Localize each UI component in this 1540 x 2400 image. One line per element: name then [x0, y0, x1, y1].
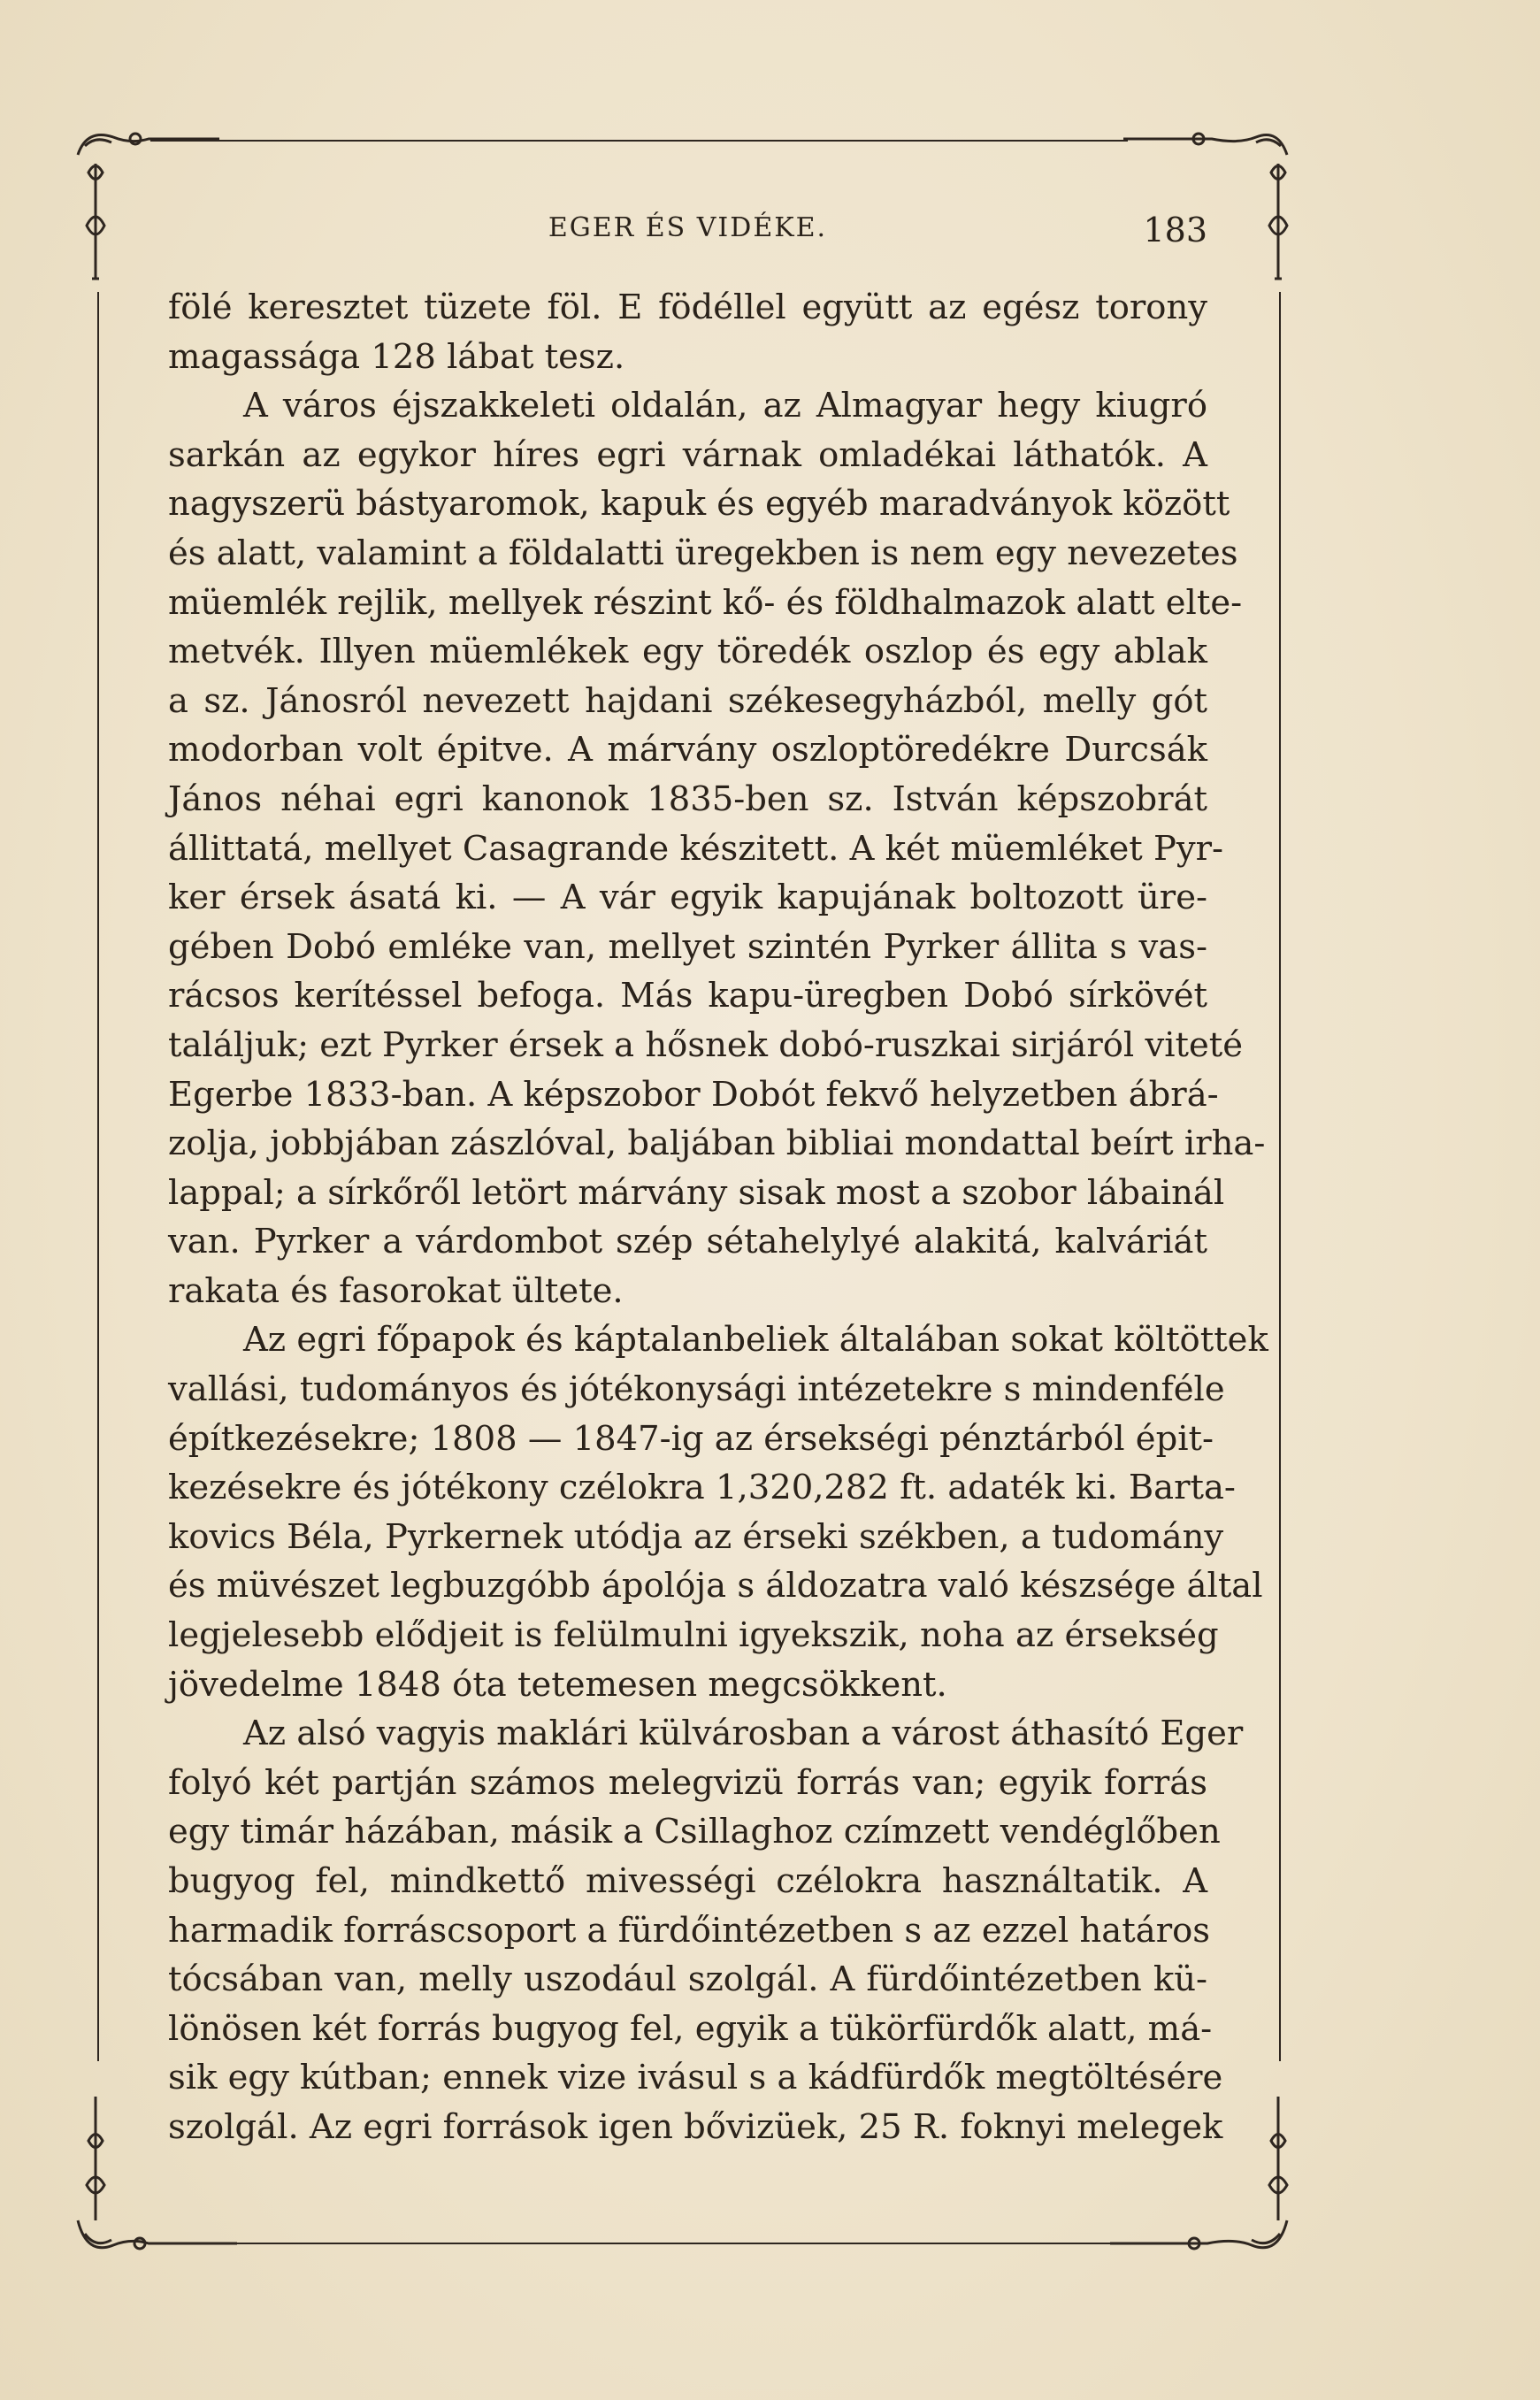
text-line: müemlék rejlik, mellyek részint kő- és földhalmazok alatt elte- — [168, 582, 1243, 623]
text-line: bugyog fel, mindkettő mivességi czélokra használtatik. A — [168, 1861, 1207, 1901]
text-line: szolgál. Az egri források igen bővizüek, 25 R. foknyi melegek — [168, 2106, 1223, 2147]
text-line: építkezésekre; 1808 — 1847-ig az érsekségi pénztárból épit- — [168, 1418, 1214, 1459]
text-line: modorban volt épitve. A márvány oszloptöredékre Durcsák — [168, 730, 1207, 771]
text-line: Egerbe 1833-ban. A képszobor Dobót fekvő helyzetben ábrá- — [168, 1074, 1219, 1115]
text-line: állittatá, mellyet Casagrande készitett. A két müemléket Pyr- — [168, 828, 1224, 869]
text-line: harmadik forráscsoport a fürdőintézetben s az ezzel határos — [168, 1910, 1211, 1951]
text-line: a sz. Jánosról nevezett hajdani székesegyházból, melly gót — [168, 680, 1207, 721]
frame-left-rule — [97, 292, 99, 2061]
text-line: Az alsó vagyis maklári külvárosban a várost áthasító Eger — [243, 1714, 1244, 1754]
text-line: János néhai egri kanonok 1835-ben sz. István képszobrát — [168, 778, 1207, 819]
text-line: ker érsek ásatá ki. — A vár egyik kapujának boltozott üre- — [168, 878, 1207, 918]
frame-right-rule — [1279, 292, 1281, 2061]
text-line: magassága 128 lábat tesz. — [168, 336, 625, 377]
text-line: találjuk; ezt Pyrker érsek a hősnek dobó-ruszkai sirjáról viteté — [168, 1024, 1244, 1065]
text-line: rácsos kerítéssel befoga. Más kapu-üregben Dobó sírkövét — [168, 976, 1207, 1016]
body-text — [168, 283, 1268, 2152]
text-line: zolja, jobbjában zászlóval, baljában bibliai mondattal beírt irha- — [168, 1123, 1266, 1164]
text-line: fölé keresztet tüzete föl. E födéllel együtt az egész torony — [168, 288, 1207, 327]
text-line: lönösen két forrás bugyog fel, egyik a tükörfürdők alatt, má- — [168, 2008, 1213, 2049]
text-line: rakata és fasorokat ültete. — [168, 1270, 624, 1311]
text-line: lappal; a sírkőről letört márvány sisak most a szobor lábainál — [168, 1172, 1225, 1213]
text-line: jövedelme 1848 óta tetemesen megcsökkent. — [168, 1664, 947, 1705]
text-line: A város éjszakkeleti oldalán, az Almagyar hegy kiugró — [243, 386, 1207, 426]
page-header — [168, 203, 1207, 257]
frame-bottom-rule — [230, 2243, 1115, 2244]
text-line: folyó két partján számos melegvizü forrás van; egyik forrás — [168, 1762, 1207, 1803]
text-line: gében Dobó emléke van, mellyet szintén Pyrker állita s vas- — [168, 926, 1207, 967]
text-line: sarkán az egykor híres egri várnak omladékai láthatók. A — [168, 434, 1207, 475]
text-line: és alatt, valamint a földalatti üregekben is nem egy nevezetes — [168, 533, 1238, 573]
text-line: kezésekre és jótékony czélokra 1,320,282 ft. adaték ki. Barta- — [168, 1468, 1236, 1508]
text-line: egy timár házában, másik a Csillaghoz czímzett vendéglőben — [168, 1812, 1221, 1852]
text-line: vallási, tudományos és jótékonysági intézetekre s mindenféle — [168, 1369, 1225, 1410]
text-line: tócsában van, melly uszodául szolgál. A fürdőintézetben kü- — [168, 1959, 1207, 2000]
text-line: és müvészet legbuzgóbb ápolója s áldozatra való készsége által — [168, 1566, 1263, 1606]
text-line: kovics Béla, Pyrkernek utódja az érseki székben, a tudomány — [168, 1516, 1224, 1557]
text-line: sik egy kútban; ennek vize ivásul s a kádfürdők megtöltésére — [168, 2058, 1223, 2098]
frame-top-rule — [150, 140, 1128, 142]
text-line: legjelesebb elődjeit is felülmulni igyekszik, noha az érsekség — [168, 1615, 1219, 1656]
running-title: EGER ÉS VIDÉKE. — [548, 212, 828, 243]
page-number: 183 — [1143, 211, 1207, 249]
text-line: nagyszerü bástyaromok, kapuk és egyéb maradványok között — [168, 484, 1230, 525]
text-line: metvék. Illyen müemlékek egy töredék oszlop és egy ablak — [168, 632, 1207, 672]
text-line: van. Pyrker a várdombot szép sétahelylyé alakitá, kalváriát — [168, 1222, 1207, 1262]
text-line: Az egri főpapok és káptalanbeliek általában sokat költöttek — [243, 1320, 1268, 1361]
